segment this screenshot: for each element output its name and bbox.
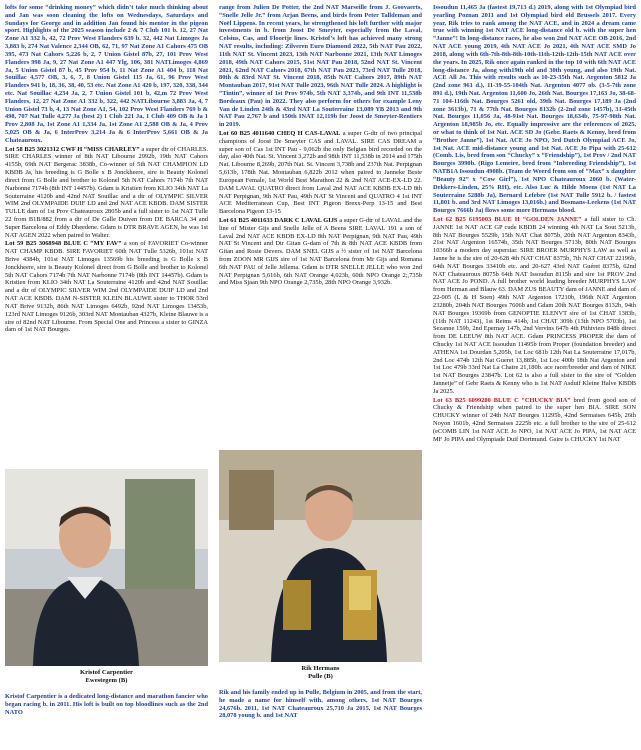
photo-caption-place: Pulle (B) — [308, 672, 333, 680]
caption-paragraph-kristof: Kristof Carpentier is a dedicated long-distance and marathon fancier who began racing b. in 2011. His loft is built on top bloodlines such as the 2nd NATO — [5, 693, 208, 716]
photo-caption-place: Ewestegem (B) — [85, 676, 128, 684]
lot-60-entry — [219, 130, 422, 216]
portrait-illustration — [5, 469, 208, 666]
lot-59-description: a son of FAVORIET Co-winner NAT CHAMP KBDB. SIRE FAVORIET 60th NAT Tulle 5326b, 101st NAT Brive 4384b, 101st NAT Limoges 13569b his breeding is G Bolle x B Jonckheere, sire is Beauty Kolonel direct from G Bolle and brother to Kolonel 5th NAT Cahors 7174b 7th NAT Narbonne 7174b (8th INT 14457b). Gdam is Kristien from KLIO 34th NAT La Souterraine 4120b and 42nd NAT Souillac and a dtr of OLYMPIC SILVER WIM 2nd OLYMPAIDE DUIF LD and 2nd NAT ACE KBDB. DAM N-SISTER KLEIN BLAUWE sister to THOR 53rd NAT Brive 9132b, 86th NAT Limoges 6492b, 92nd NAT Limoges 13453b, 123rd NAT Limoges 9126b, 303rd NAT Montauban 4327b, Kleine Blauwe is a sire of 82nd NAT Libourne. From Special One and Princess a sister to GINZA dam of 1st NAT Bourges. — [5, 240, 208, 334]
lot-59-heading: Lot 59 B25 3068948 BLUE C “MY FAV” — [5, 240, 122, 248]
intro-paragraph: range from Julien De Potter, the 2nd NAT Marseille from J. Goovaerts, “Snelle Jelle Jr.” from Arjan Beens, and birds from Peter Talldeman and Noël Lippens. In recent years, he strengthened his loft further with major investments in b. from Joost De Smeyter, especially from the Laval, Celsius, Cas, and Floortje lines. Kristof’s loft has achieved many strong NAT results, including: Zilveren Euro Diamond 2022, 5th NAT Pau 2022, 11th NAT St. Vincent 2023, 13th NAT Narbonne 2021, 13th NAT Limoges 2018, 49th NAT Cahors 2015, 51st NAT Pau 2018, 52nd NAT St. Vincent 2021, 62nd NAT Cahors 2018, 67th NAT Pau 2023, 73rd NAT Tulle 2018, 80th & 83rd NAT St. Vincent 2018, 85th NAT Cahors 2017, 89th NAT Montauban 2017, 91st NAT Tulle 2023, 96th NAT Tulle 2024. A highlight is “Tintin”, winner of 1st Prov 974b, 5th NAT 3,374b, and 9th INT 11,538b Bordeaux (Pau) in 2022. They also perform for others for example Leny Van de Linden 24th & 43rd NAT La Souterraine 13,089 YB 2013 and 9th NAT Pau 2,767 b and 150th INAT 12,119b for Joost de Smeyter-Rentiers in 2019. — [219, 4, 422, 129]
photo-kristof-carpentier — [5, 469, 208, 666]
lot-62-heading: Lot 62 B25 6195003 BLUE H “GOLDEN JANNE” — [433, 215, 582, 223]
photo-rik-hermans — [219, 450, 422, 662]
photo-caption-kristof — [5, 669, 208, 685]
lot-63-heading: Lot 63 B25 6099280 BLUE C “CHUCKY BIA” — [433, 396, 571, 404]
photo-caption-name: Rik Hermans — [301, 665, 340, 672]
lot-61-entry — [219, 217, 422, 287]
portrait-illustration — [219, 450, 422, 662]
intro-paragraph: Issoudun 11,465 Ja (fastest 19,713 d.) 2019, along with 1st Olympiad bird yearling Poznan 2011 and 1st Olympiad bird old Brussels 2017. Every year, Rik tries to rank among the NAT ACE, and in 2024 a dream came true with winning 1st NAT ACE long-distance old b. with the super hen “Janne”! In long-distance races, he also won 2nd NAT ACE OB 2016, 2nd NAT ACE young 2019, 4th NAT ACE Jo 2021, 4th NAT ACE SMD Jo 2018, along with 6th-7th-8th-8th-10th-11th-12th-12th-15th NAT ACE over the years. In 2025, Rik once again ranked in the top 10 with 6th NAT ACE long-distance Ja, along with19th old and 30th young, and also 19th Nat. ACE All Jo. This with results such as 10-23-35th Nat. Argenton 5812 Ja (2nd zone 961 d.), 11-39-55-104th Nat. Argenton 4077 ob. (3-5-7th zone 891 d.), 19th Nat. Argenton 11,600 Jo, 26th Nat. Bourges 17,163 Jo, 38-68-71 104-116th Nat. Bourges 5261 old, 39th Nat. Bourges 17,189 Ja (2nd zone 3613b), 71 & 77th Nat. Bourges 8132b (2-2nd zone 1457b), 31-45th Nat. Bourges 11,056 Ja, 48-91st Nat. Bourges 18,634b, 75-97-98th Nat. Argenton 18,985b Jo, etc. Equally impressive are the references of 2025, or what to think of 1st Nat. ACE SD Jo (Gebr. Raets & Kenny, bred from “Brother Janne”), 1st Nat. ACE Jo NPO, 3rd Dutch Olympiad ACE Jo, 1st Nat. ACE mid-distance young and 1st Nat. ACE Jo Pipa with 25-612 (Comb. Lis, bred from son “Chucky” x “Friendship”), 1st Prov / 2nd NAT Bourges 3990b. (Rigo Lemeire, bred from “Inbreeding Friendship”), 1st NATB1A Issoudun 4908b. (Team de Weerd from son of “Max” x daughter “Beauty 92” x “Cow Girl”), 1st NPO Chateauroux 2060 b. (Water-Dekkers-Linden, 25% RH), etc. Also Luc & Hilde Moens (1st NAT La Souterraine 5288b Ja), Bernard Lefebre (1st NAT Tulle 5912 b. / fastest 11,801 b. and 3rd NAT Limoges 13,016b.) and Bosmans-Leekens (1st NAT Bourges 7666b Ja) flows some more Hermans blood. — [433, 4, 636, 215]
lot-58-description: a super dtr of CHARLES. SIRE CHARLES winner of 8th NAT Libourne 2992b, 19th NAT Cahors 4155b, 69th NAT Bergerac 3838b, Co-winner of 5th NAT CHAMPION LD KBDB Ja, his breeding is G Bolle x B Jonckheere, sire is Beauty Kolonel direct from G Bolle and brother to Kolonel 5th NAT Cahors 7174b 7th NAT Narbonne 7174b (8th INT 14457b). Gdam is Kristien from KLIO 34th NAT La Souterraine 4120b and 42nd NAT Souillac and a dtr of OLYMPIC SILVER WIM 2nd OLYMPAIDE DUIF LD and 2nd NAT ACE KBDB. DAM SISTER TULLE dam of 1st Prov Chateauroux 2805b and a full sister to 1st NAT Tulle 22 from B1B/882 from a dtr of De Galle Duiven from DE BARCA 34 and Super Barcelona of Eddy Dheedene. Gdam is DTR BRAVE AGEN, he was 1st NAT AGEN 2022 when paired to Walter. — [5, 145, 208, 239]
lot-63-description: bred from good son of Chucky & Friendship when paired to the super hen BIA. SIRE SON CHUCKY winner of 24th NAT Bourges 11295b, 42nd Sermaises 645b, 26th Noyon 1601b, 42nd Sermaises 2225b etc. a full brother to the sire of 25-612 (eCOMB LIN 1st NAT ACE Jo NPO, 1st NAT ACE Jo PIPA, 1st NAT ACE MF Jo PIPA and Olympiade Duif Dortmund. Gsire is CHUCKY 1st NAT — [433, 396, 636, 443]
lot-58-entry — [5, 146, 208, 240]
portrait-image — [219, 450, 422, 662]
lot-58-heading: Lot 58 B25 3021312 CWF H “MISS CHARLEY” — [5, 145, 140, 153]
photo-caption-rik — [219, 665, 422, 681]
photo-caption-name: Kristof Carpentier — [80, 669, 133, 676]
lot-61-description: a super G-dtr of LAVAL and the line of Mister Gijs and Snelle Jelle of A Beens SIRE LAVAL 191 a son of Laval 2nd NAT ACE KBDB EX-LD 8th NAT Perpignan, 9th NAT Pau, 49th NAT St Vincent and Dtr Gitan G-dam of 7th & 8th NAT ACE KBDB from Gitan and Rosie Devers. — [219, 216, 422, 256]
lot-59-entry — [5, 240, 208, 334]
lot-61-heading: Lot 61 B25 4011633 DARK C LAVAL GIJS — [219, 216, 338, 224]
column-right — [433, 4, 636, 747]
lot-62-entry — [433, 216, 636, 396]
lot-60-description: a super G-dtr of two principal champions of Joost De Smeyter CAS and LAVAL. SIRE CAS DREAM a super son of Cas 1st INT Pau - 9,062b the only Belgian bird recorded on the day, also 40th Nat. St. Vincent 3,272b and 98th INT 11,538b in 2014 and 175th Nat. Libourne 8,269b, 207th Nat. St. Vincent 3,738b and 237th Nat. Perpignan 5,613b, 178th Nat. Montauban 6,822b 2012 when paired to Janneke Beste European Female, 1st World Best Marathon 22 & 2nd NAT ACE-EX-LD 22. DAM LAVAL QUATRO direct from Laval 2nd NAT ACE KBDB EX-LD 8th NAT Perpignan, 9th NAT Pau, 49th NAT St Vincent and QUATRO 4 1st INT ACE Mediterranean Cup, Best INT Pigeon Brexx-Perp 13-15 and Best Barcelona Pigeon 13-15 — [219, 130, 422, 216]
lot-61-description-dam: DAM SNEL GIJS a ½ sister of 1st NAT Barcelona from ZOON MR GIJS sire of 1st NAT Barcelona from Mr Gijs and Romana 6th NAT PAU of Jelle Jellema. Gdam is DTR SNELLE JELLE who won 2nd NAT Perpignan 5,616b, 6th NAT Orange 4,023b, 60th NPO Orange 2;,735b and Miss Sjaan 9th NPO Orange 2,735b, 28th NPO Orange 3,932b. — [219, 248, 422, 287]
portrait-image — [5, 469, 208, 666]
intro-paragraph: lofts for some “drinking money” which didn’t take much thinking about and Jan was soon cleaning the lofts on Wednesdays, Saturdays and Sundays for George and in addition Jan found his mentor in the pigeon sport. Highlights of the 2025 season include 2 & 7 Club 101 b. 12, 27 Nat Zone A1 332 b, 42, 72 Prov West Flanders 639 b. 32, 442 Nat Limoges Ja 3,883 b, 274 Nat Valence 2,344 OB, 62, 71, 97 Nat Zone A1 Cahors 475 OB 395, 473 Nat Cahors 5,226 b, 2, 7 Union Gistel 87b, 27, 101 Prov West Flanders 998 Ja, 9, 27 Nat Zone A1 447 Ylg, 106, 381 NATLimoges 4,869 Ja, 5 Union Gistel 87 b, 45 Prov 954 b, 11 Nat Zone A1 404 b, 118 Nat Souillac 4,577 OB, 3, 6, 7, 8 Union Gistel 115 Ja, 61, 96 Prov West Flanders 941 b, 18, 36, 38, 40, 53 etc. Nat Zone A1 420 b, 197, 320, 338, 344 etc. Nat Souillac 4,234 Ja, 2, 7 Union Gistel 101 b, 42,m 72 Prov West Flanders, 12, 27 Nat Zone A1 332 b, 322, 442 NATLibourne 3,883 Ja, 4, 7 Union Gistel 73 b, 4, 13 Nat Zone A1, 54, 102 Prov West Flanders 769 b & 498, 707 Nat Tulle 4,277 Ja (best 2) 1 Club 221 Ja, 1 Club 409 OB & Ja 1 Prov 2,808 Ja, 1st Zone A1 1,334 Ja, 1st Zone A1 2,588 OB & Ja, 4 Prov 5,025 OB & Ja, 6 InterProv 3,214 Ja & 6 InterProv 5,661 OB & Ja Chateauroux. — [5, 4, 208, 144]
lot-62-description: a full sister to Ch. JANNE 1st NAT ACE GP cude KBDB 24 winning 4th NAT La Sout 5213b, 8th NAT Bourges 5529b, 15th NAT Chat 8075b, 20th NAT Argenton 8343b, 21st NAT Argenton 16574b, 35th NAT Bourges 5713b, 80th NAT Bourges 10366b a modern day superstar. SIRE BROER MURPHYS LAW as well as Janne he is the sire of 20-628 4th NAT CHAT 8375b, 7th NAT CHAT 22196b, 64th NAT Bourges 33410b etc. and 20-627 43rd NAT Guéret 8375b, 62nd NAT Chateauroux 8075b 64th NAT Issoudun 8115b and sire 1st PROV 2nd NAT ACE Jo POND. A full brother world leading breeder MURPHYS LAW from Herman and Blauw 63. DAM ZUS BEAUTY dam of JANNE and dam of 22-005 (L & H Soen) 49th NAT Argenton 17210b, 196th NAT Argenton 23280b, 204th NAT Bourges 7606b and Gdam 20th NAT Bourges 8132b, 94th NAT Bourges 19369b from GENOPTIE ELENVT sire of 1st CHAT 1383b, (11th NAT 11243), 1st Reims 414b, 1st CHAT 309b (13th NPO 5703b), 1st Sezanne 159b, 2nd Epernay 147b, 2nd Vervins 647b 4th Pithiviers 848b direct from DE LEEUW 8th NAT ACE. Gdam PRINCESS PROPER the dam of Chucky 1st NAT ACE Issoudun 11495b from Proper (foundation breeder) and ATHENA 1st Dourdan 5,205b, 1st Loc 681b 12th Nat La Souterraine 17,017b, 2nd Loc 474b 12th Nat Gueret 13,885b, 1st Loc 400b 18th Nat Argenton and 1st Loc 479b 33rd Nat La Chatre 21,180b. ace racer/breeder and dam of NIKE 1st NAT Bourges 23847b. Lot 62 is also a full sister to the sire of “Golden Jannetje” of Gebr Raets & Kenny who is 1st NAT Asduif Kleine Halve KBDB Ja 2025. — [433, 215, 636, 395]
caption-paragraph-rik: Rik and his family ended up in Pulle, Belgium in 2005, and from the start, he made a name for himself with, among others, 1st NAT Bourges 24,676b. 2011, 1st NAT Chateauroux 25,710 Ja 2015, 1st NAT Bourges 28,078 young b. and 1st NAT — [219, 689, 422, 720]
lot-63-entry — [433, 397, 636, 444]
lot-60-heading: Lot 60 B25 4011640 CHEQ H CAS-LAVAL — [219, 130, 341, 137]
